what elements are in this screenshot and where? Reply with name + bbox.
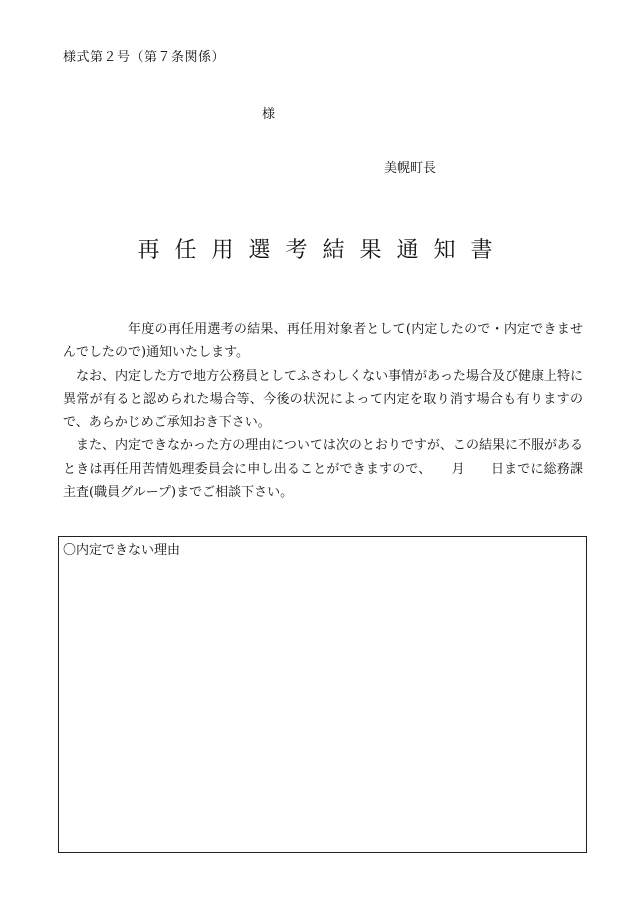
paragraph-appeal-text: また、内定できなかった方の理由については次のとおりですが、この結果に不服があるときは再任用苦情処理委員会に申し出ることができますので、 <box>63 438 583 477</box>
paragraph-cancellation <box>63 365 583 435</box>
addressee-suffix: 様 <box>262 107 276 122</box>
notice-body <box>63 318 583 504</box>
reason-label: 〇内定できない理由 <box>63 543 181 558</box>
paragraph-cancellation-text: なお、内定した方で地方公務員としてふさわしくない事情があった場合及び健康上特に異常が有ると認められた場合等、今後の状況によって内定を取り消す場合も有りますので、あらかじめご承知おき下さい。 <box>63 368 583 431</box>
paragraph-result <box>63 318 583 365</box>
paragraph-appeal-deadline: 日までに総務課主査(職員グループ)までご相談下さい。 <box>63 461 583 501</box>
document-title: 再任用選考結果通知書 <box>137 238 508 263</box>
paragraph-appeal <box>63 434 583 504</box>
month-label: 月 <box>451 461 465 477</box>
form-number: 様式第２号（第７条関係） <box>63 50 226 65</box>
sender-name: 美幌町長 <box>384 161 437 176</box>
reason-box[interactable] <box>58 536 587 853</box>
paragraph-result-text: 年度の再任用選考の結果、再任用対象者として(内定したので・内定できませんでしたので)通知いたします。 <box>63 322 583 361</box>
